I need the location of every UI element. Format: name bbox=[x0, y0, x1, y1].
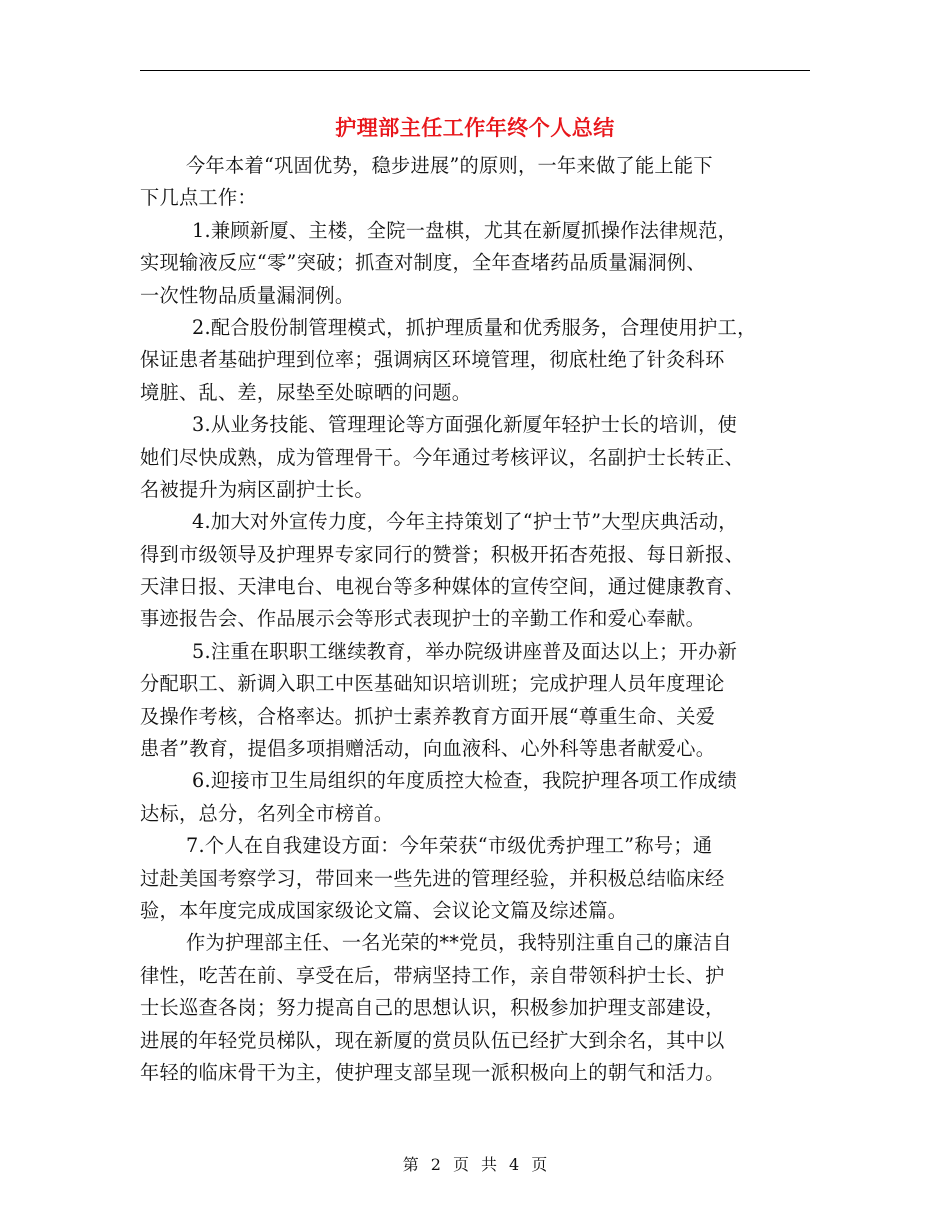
body-line: 她们尽快成熟，成为管理骨干。今年通过考核评议，名副护士长转正、 bbox=[140, 445, 745, 469]
body-line: 天津日报、天津电台、电视台等多种媒体的宣传空间，通过健康教育、 bbox=[140, 575, 745, 599]
footer-label-ye-2: 页 bbox=[531, 1155, 548, 1174]
body-line: 达标，总分，名列全市榜首。 bbox=[140, 801, 394, 825]
document-body bbox=[140, 150, 815, 1089]
body-line: 得到市级领导及护理界专家同行的赞誉；积极开拓杏苑报、每日新报、 bbox=[140, 542, 745, 566]
body-line: 律性，吃苦在前、享受在后，带病坚持工作，亲自带领科护士长、护 bbox=[140, 963, 725, 987]
body-line: 3.从业务技能、管理理论等方面强化新厦年轻护士长的培训，使 bbox=[192, 413, 738, 437]
footer-total-pages: 4 bbox=[509, 1155, 520, 1174]
body-line: 一次性物品质量漏洞例。 bbox=[140, 283, 355, 307]
body-line: 验，本年度完成成国家级论文篇、会议论文篇及综述篇。 bbox=[140, 898, 628, 922]
footer-label-ye: 页 bbox=[452, 1155, 469, 1174]
document-title: 护理部主任工作年终个人总结 bbox=[335, 115, 615, 140]
body-line: 今年本着“巩固优势，稳步进展”的原则，一年来做了能上能下 bbox=[186, 154, 713, 177]
body-line: 5.注重在职职工继续教育，举办院级讲座普及面达以上；开办新 bbox=[192, 639, 738, 663]
header-rule bbox=[140, 70, 810, 71]
body-line: 4.加大对外宣传力度，今年主持策划了“护士节”大型庆典活动， bbox=[192, 510, 738, 534]
footer-page-number: 2 bbox=[430, 1155, 441, 1174]
body-line: 2.配合股份制管理模式，抓护理质量和优秀服务，合理使用护工， bbox=[192, 315, 757, 339]
page-footer bbox=[0, 1152, 950, 1175]
body-line: 作为护理部主任、一名光荣的**党员，我特别注重自己的廉洁自 bbox=[186, 931, 732, 955]
body-line: 保证患者基础护理到位率；强调病区环境管理，彻底杜绝了针灸科环 bbox=[140, 348, 725, 372]
body-line: 进展的年轻党员梯队，现在新厦的赏员队伍已经扩大到余名，其中以 bbox=[140, 1028, 725, 1052]
body-line: 实现输液反应“零”突破；抓查对制度，全年查堵药品质量漏洞例、 bbox=[140, 251, 706, 275]
body-line: 7.个人在自我建设方面：今年荣获“市级优秀护理工”称号；通 bbox=[186, 834, 713, 858]
body-line: 年轻的临床骨干为主，使护理支部呈现一派积极向上的朝气和活力。 bbox=[140, 1060, 725, 1084]
body-line: 名被提升为病区副护士长。 bbox=[140, 477, 374, 501]
body-line: 分配职工、新调入职工中医基础知识培训班；完成护理人员年度理论 bbox=[140, 672, 725, 696]
body-line: 下几点工作： bbox=[140, 186, 257, 210]
body-line: 境脏、乱、差，尿垫至处晾晒的问题。 bbox=[140, 380, 472, 404]
body-line: 6.迎接市卫生局组织的年度质控大检查，我院护理各项工作成绩 bbox=[192, 769, 738, 793]
footer-label-gong: 共 bbox=[481, 1155, 498, 1174]
body-line: 过赴美国考察学习，带回来一些先进的管理经验，并积极总结临床经 bbox=[140, 866, 725, 890]
footer-label-di: 第 bbox=[402, 1155, 419, 1174]
body-line: 1.兼顾新厦、主楼，全院一盘棋，尤其在新厦抓操作法律规范， bbox=[192, 218, 738, 242]
body-line: 事迹报告会、作品展示会等形式表现护士的辛勤工作和爱心奉献。 bbox=[140, 607, 706, 631]
body-line: 患者”教育，提倡多项捐赠活动，向血液科、心外科等患者献爱心。 bbox=[140, 737, 716, 761]
body-line: 士长巡查各岗；努力提高自己的思想认识，积极参加护理支部建设， bbox=[140, 996, 725, 1020]
body-line: 及操作考核，合格率达。抓护士素养教育方面开展“尊重生命、关爱 bbox=[140, 704, 716, 728]
